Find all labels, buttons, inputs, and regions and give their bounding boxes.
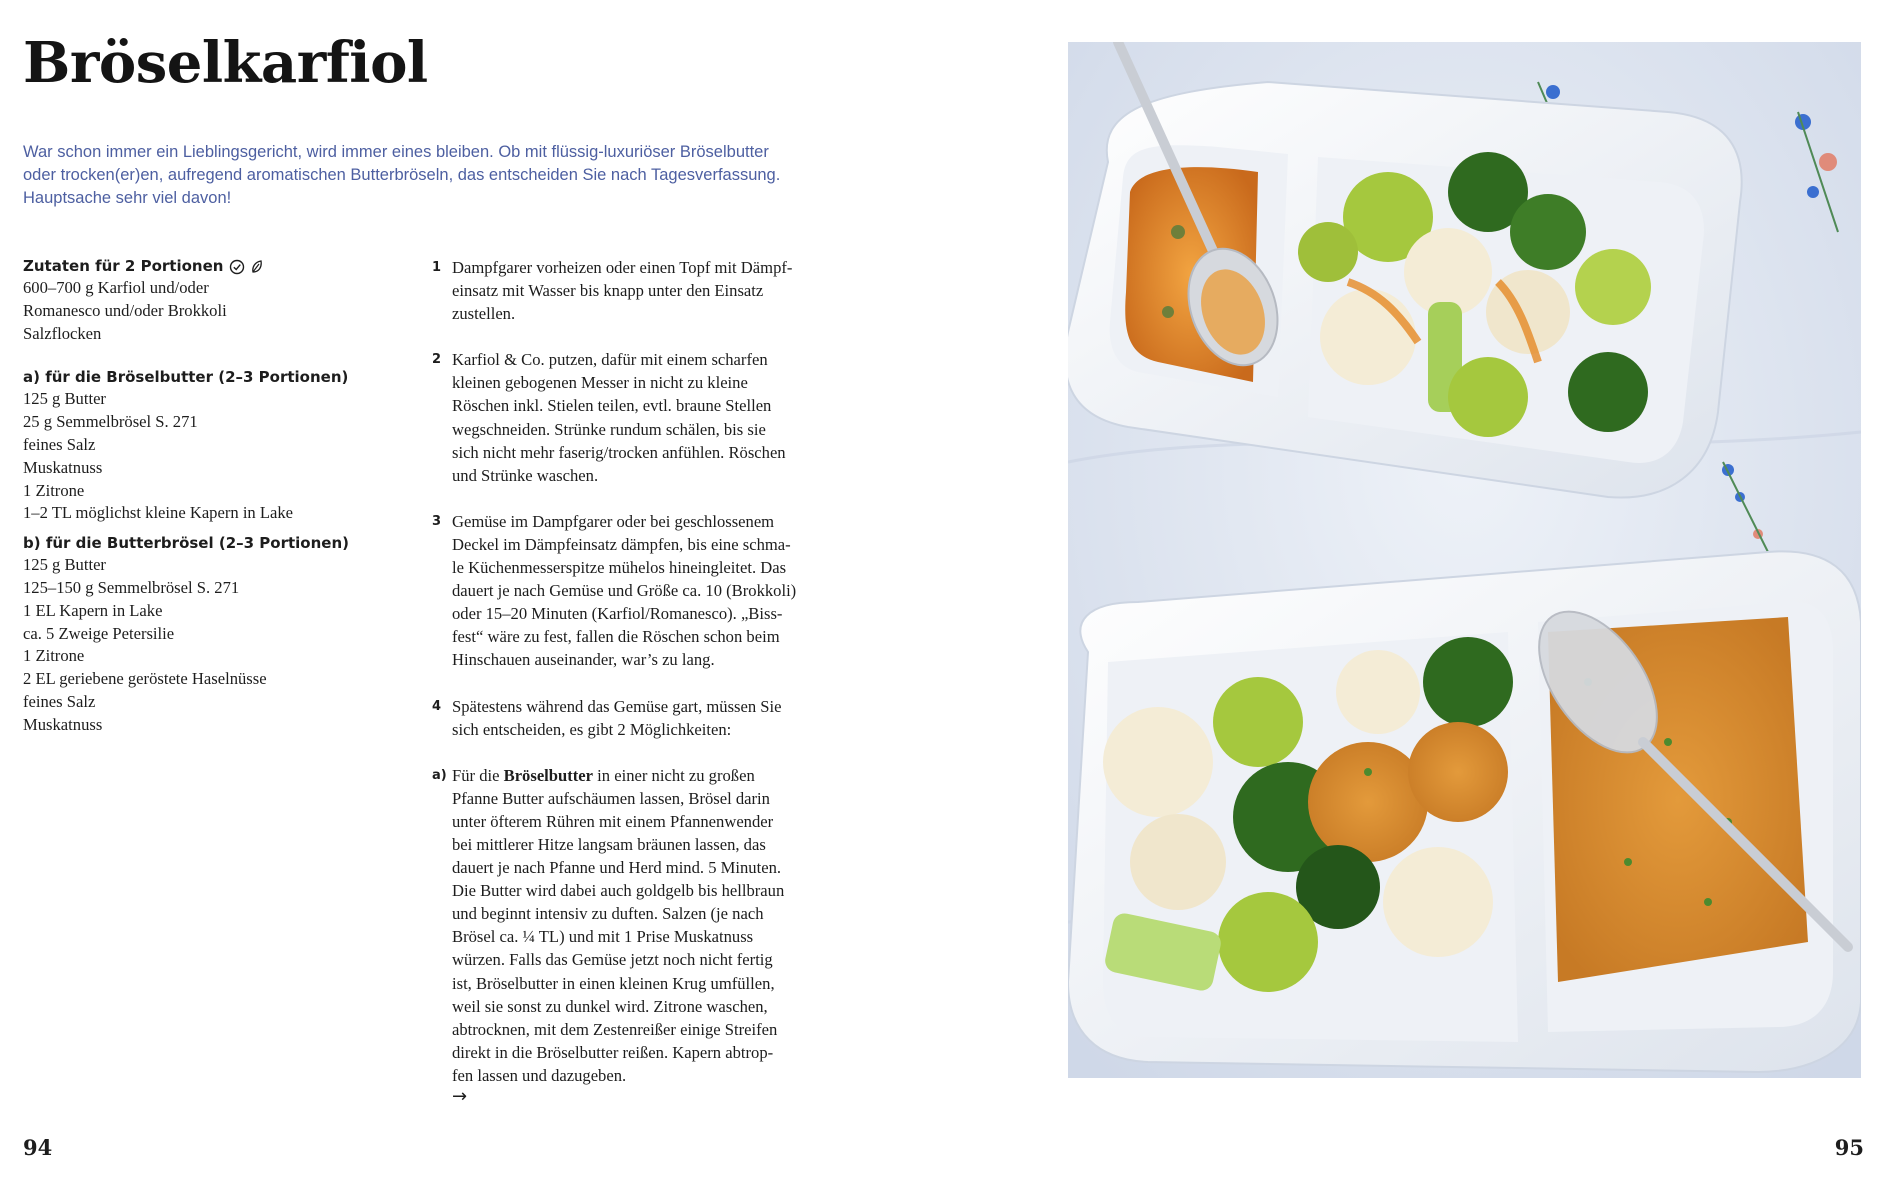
step-line: Karfiol & Co. putzen, dafür mit einem scharfen <box>452 350 768 370</box>
step-number: 2 <box>432 352 442 368</box>
step-number: 1 <box>432 260 442 275</box>
ingredient-item: 125 g Butter <box>23 389 106 409</box>
ingredient-item: 1 EL Kapern in Lake <box>23 600 163 620</box>
step-line: oder 15–20 Minuten (Karfiol/Romanesco). „Biss- <box>452 604 783 624</box>
ingredient-item: 600–700 g Karfiol und/oder <box>23 278 209 297</box>
step-line: Röschen inkl. Stielen teilen, evtl. braune Stellen <box>452 396 772 416</box>
step-line: Brösel ca. ¼ TL) und mit 1 Prise Muskatnuss <box>452 927 754 947</box>
ingredient-item: 2 EL geriebene geröstete Haselnüsse <box>23 669 267 689</box>
ingredient-item: feines Salz <box>23 434 96 454</box>
ingredient-item: 125 g Butter <box>23 555 106 575</box>
page-number-right: 95 <box>1834 1135 1864 1160</box>
step-1 <box>432 256 832 325</box>
ingredients-heading-text: Zutaten für 2 Portionen <box>23 257 224 275</box>
step-line: ist, Bröselbutter in einen kleinen Krug umfüllen, <box>452 973 775 993</box>
step-line: le Küchenmesserspitze mühelos hineingleitet. Das <box>452 558 787 578</box>
step-2 <box>432 348 832 487</box>
continue-arrow-icon: → <box>452 1086 468 1107</box>
step-line: Spätestens während das Gemüse gart, müssen Sie <box>452 696 782 716</box>
vegetarian-check-icon <box>229 259 245 275</box>
step-3 <box>432 510 832 672</box>
ingredient-item: 125–150 g Semmelbrösel S. 271 <box>23 577 240 597</box>
step-line: Dampfgarer vorheizen oder einen Topf mit Dämpf- <box>452 258 793 277</box>
step-4a <box>432 764 832 1107</box>
step-number: 4 <box>432 698 442 714</box>
ingredient-item: Romanesco und/oder Brokkoli <box>23 300 227 320</box>
ingredient-item: feines Salz <box>23 691 96 711</box>
step-line: würzen. Falls das Gemüse jetzt noch nicht fertig <box>452 950 773 970</box>
ingredient-item: Muskatnuss <box>23 457 103 477</box>
step-line: dauert je nach Pfanne und Herd mind. 5 Minuten. <box>452 858 782 878</box>
recipe-intro <box>23 141 813 210</box>
step-line: und beginnt intensiv zu duften. Salzen (je nach <box>452 904 764 924</box>
step-line: bei mittlerer Hitze langsam bräunen lassen, das <box>452 834 766 854</box>
step-line: wegschneiden. Strünke rundum schälen, bis sie <box>452 419 766 439</box>
page-title: Bröselkarfiol <box>23 30 428 96</box>
ingredient-item: ca. 5 Zweige Petersilie <box>23 623 175 643</box>
step-line: zustellen. <box>452 304 516 324</box>
step-line: fest“ wäre zu fest, fallen die Röschen schon beim <box>452 627 780 647</box>
intro-line: oder trocken(er)en, aufregend aromatischen Butterbröseln, das entscheiden Sie nach Tagesverfassung. <box>23 166 781 184</box>
step-line: kleinen gebogenen Messer in nicht zu kleine <box>452 373 748 393</box>
step-number: a) <box>432 767 447 783</box>
step-line: und Strünke waschen. <box>452 465 599 485</box>
step-line: unter öfterem Rühren mit einem Pfannenwender <box>452 811 774 831</box>
step-text-prefix: Für die <box>452 765 504 785</box>
food-photo-illustration <box>1068 42 1861 1078</box>
step-line: sich entscheiden, es gibt 2 Möglichkeiten: <box>452 719 732 739</box>
step-line: Hinschauen auseinander, war’s zu lang. <box>452 650 715 670</box>
step-number: 3 <box>432 513 442 529</box>
step-line: sich nicht mehr faserig/trocken anfühlen. Röschen <box>452 442 786 462</box>
ingredient-group-a <box>23 367 383 525</box>
step-line: fen lassen und dazugeben. <box>452 1065 627 1085</box>
ingredients-heading <box>23 256 383 277</box>
step-line: dauert je nach Gemüse und Größe ca. 10 (Brokkoli) <box>452 581 797 601</box>
ingredient-item: 1 Zitrone <box>23 646 85 666</box>
ingredients-list <box>23 256 383 737</box>
food-photo <box>1068 42 1861 1078</box>
step-text-bold: Bröselbutter <box>503 765 594 785</box>
page-number-left: 94 <box>23 1135 53 1160</box>
ingredient-group-heading: a) für die Bröselbutter (2–3 Portionen) <box>23 368 349 387</box>
step-line: Deckel im Dämpfeinsatz dämpfen, bis eine schma- <box>452 534 791 554</box>
step-line: weil sie sonst zu dunkel wird. Zitrone waschen, <box>452 996 768 1016</box>
step-line: abtrocknen, mit dem Zestenreißer einige Streifen <box>452 1019 778 1039</box>
intro-line: Hauptsache sehr viel davon! <box>23 189 232 207</box>
leaf-icon <box>249 259 265 275</box>
step-line: Pfanne Butter aufschäumen lassen, Brösel darin <box>452 788 770 808</box>
ingredient-item: 1–2 TL möglichst kleine Kapern in Lake <box>23 503 294 523</box>
method-steps <box>432 256 832 1107</box>
step-text-suffix: in einer nicht zu großen <box>593 765 755 785</box>
step-line: Die Butter wird dabei auch goldgelb bis hellbraun <box>452 881 785 901</box>
ingredient-group-b <box>23 533 383 736</box>
step-line: direkt in die Bröselbutter reißen. Kapern abtrop- <box>452 1042 774 1062</box>
ingredient-item: Salzflocken <box>23 323 102 343</box>
intro-line: War schon immer ein Lieblingsgericht, wird immer eines bleiben. Ob mit flüssig-luxuriöser Bröselbutter <box>23 143 769 161</box>
step-line-first <box>452 764 832 787</box>
ingredient-item: Muskatnuss <box>23 714 103 734</box>
step-line: Gemüse im Dampfgarer oder bei geschlossenem <box>452 511 775 531</box>
step-4 <box>432 695 832 741</box>
ingredient-item: 1 Zitrone <box>23 480 85 500</box>
ingredient-group-heading: b) für die Butterbrösel (2–3 Portionen) <box>23 534 349 553</box>
ingredient-item: 25 g Semmelbrösel S. 271 <box>23 412 198 432</box>
step-line: einsatz mit Wasser bis knapp unter den Einsatz <box>452 281 764 301</box>
